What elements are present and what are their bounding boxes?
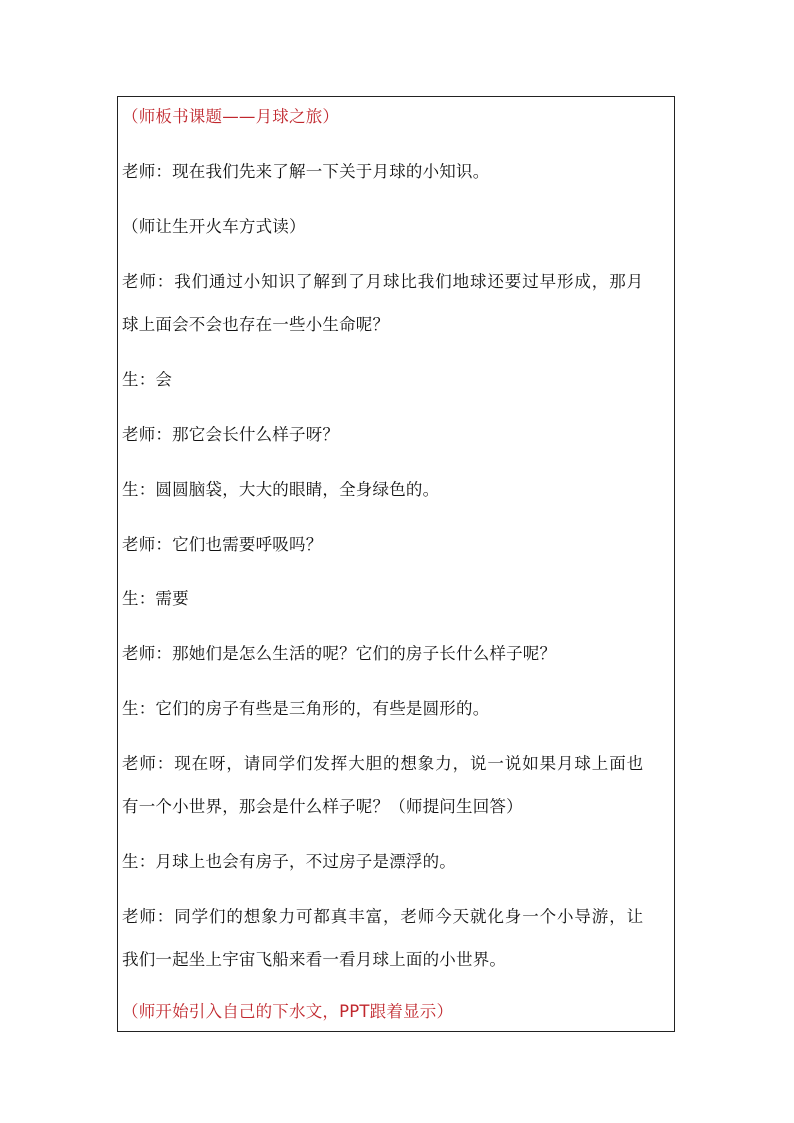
dialogue-line: 老师：现在呀，请同学们发挥大胆的想象力，说一说如果月球上面也 — [122, 754, 644, 773]
dialogue-line: 生：需要 — [122, 589, 189, 608]
dialogue-line: （师让生开火车方式读） — [122, 217, 306, 236]
dialogue-line: 我们一起坐上宇宙飞船来看一看月球上面的小世界。 — [122, 950, 507, 969]
dialogue-line: 老师：它们也需要呼吸吗？ — [122, 535, 323, 554]
dialogue-line: 老师：那她们是怎么生活的呢？它们的房子长什么样子呢？ — [122, 644, 557, 663]
dialogue-line: 生：会 — [122, 370, 173, 389]
dialogue-line: 生：圆圆脑袋，大大的眼睛，全身绿色的。 — [122, 480, 440, 499]
dialogue-line: 老师：现在我们先来了解一下关于月球的小知识。 — [122, 162, 490, 181]
dialogue-line: 老师：那它会长什么样子呀？ — [122, 425, 340, 444]
dialogue-line: 老师：同学们的想象力可都真丰富，老师今天就化身一个小导游，让 — [122, 907, 644, 926]
dialogue-line: 有一个小世界，那会是什么样子呢？（师提问生回答） — [122, 797, 523, 816]
stage-direction-ppt: （师开始引入自己的下水文，PPT跟着显示） — [122, 1002, 454, 1021]
dialogue-line: 生：它们的房子有些是三角形的，有些是圆形的。 — [122, 699, 490, 718]
dialogue-line: 球上面会不会也存在一些小生命呢？ — [122, 315, 390, 334]
stage-direction-title: （师板书课题——月球之旅） — [122, 107, 340, 126]
dialogue-line: 老师：我们通过小知识了解到了月球比我们地球还要过早形成，那月 — [122, 272, 644, 291]
dialogue-line: 生：月球上也会有房子，不过房子是漂浮的。 — [122, 852, 456, 871]
